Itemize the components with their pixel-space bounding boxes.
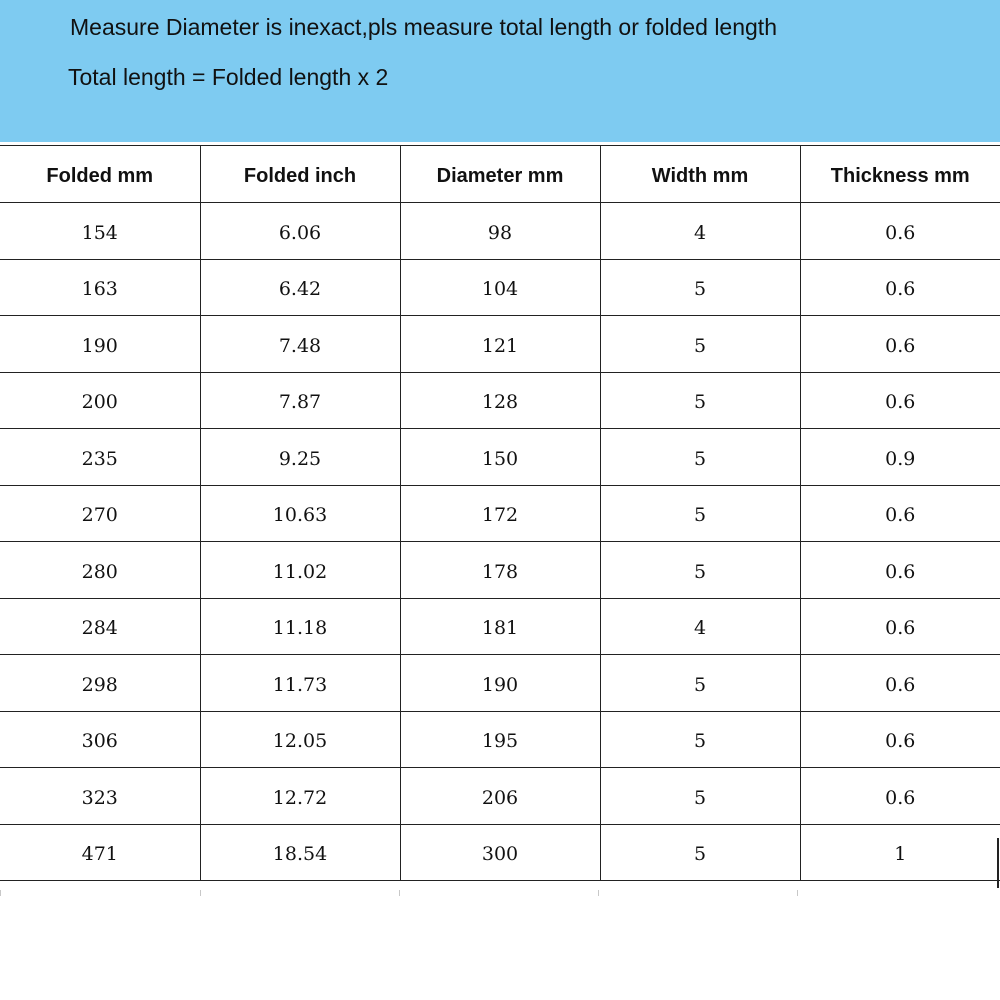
cell-folded-inch: 11.18 [200,598,400,655]
cell-folded-mm: 306 [0,711,200,768]
cell-thickness-mm: 0.6 [800,542,1000,599]
table-row [0,372,1000,429]
cell-folded-inch: 7.48 [200,316,400,373]
table-row [0,542,1000,599]
cell-folded-mm: 323 [0,768,200,825]
table-body [0,203,1000,881]
header-thickness-mm: Thickness mm [800,146,1000,203]
cell-diameter-mm: 128 [400,372,600,429]
cell-diameter-mm: 206 [400,768,600,825]
header-width-mm: Width mm [600,146,800,203]
table-row [0,485,1000,542]
notice-line-measure: Measure Diameter is inexact,pls measure total length or folded length [70,14,777,40]
cell-thickness-mm: 0.6 [800,485,1000,542]
header-diameter-mm: Diameter mm [400,146,600,203]
cell-diameter-mm: 98 [400,203,600,260]
notice-banner [0,0,1000,142]
right-border-edge [997,838,999,888]
cell-diameter-mm: 178 [400,542,600,599]
grid-tick [598,890,599,896]
cell-folded-inch: 11.73 [200,655,400,712]
cell-width-mm: 5 [600,372,800,429]
cell-folded-mm: 154 [0,203,200,260]
table-row [0,655,1000,712]
cell-folded-mm: 471 [0,824,200,881]
cell-folded-inch: 12.05 [200,711,400,768]
cell-diameter-mm: 121 [400,316,600,373]
cell-thickness-mm: 0.6 [800,655,1000,712]
table-row [0,429,1000,486]
cell-thickness-mm: 0.9 [800,429,1000,486]
cell-thickness-mm: 0.6 [800,316,1000,373]
grid-tick [797,890,798,896]
table-row [0,768,1000,825]
cell-width-mm: 5 [600,711,800,768]
cell-width-mm: 5 [600,485,800,542]
cell-diameter-mm: 172 [400,485,600,542]
cell-thickness-mm: 1 [800,824,1000,881]
empty-table-remnant [0,838,1000,898]
cell-diameter-mm: 190 [400,655,600,712]
table-row [0,259,1000,316]
cell-diameter-mm: 181 [400,598,600,655]
cell-folded-inch: 11.02 [200,542,400,599]
cell-thickness-mm: 0.6 [800,372,1000,429]
cell-width-mm: 5 [600,429,800,486]
cell-diameter-mm: 150 [400,429,600,486]
cell-width-mm: 4 [600,598,800,655]
cell-diameter-mm: 195 [400,711,600,768]
table-row [0,316,1000,373]
cell-thickness-mm: 0.6 [800,203,1000,260]
grid-tick [0,890,1,896]
cell-width-mm: 5 [600,768,800,825]
grid-tick [399,890,400,896]
cell-width-mm: 5 [600,316,800,373]
cell-width-mm: 5 [600,824,800,881]
cell-folded-inch: 10.63 [200,485,400,542]
cell-width-mm: 5 [600,259,800,316]
cell-folded-mm: 280 [0,542,200,599]
cell-folded-mm: 200 [0,372,200,429]
cell-thickness-mm: 0.6 [800,259,1000,316]
header-folded-inch: Folded inch [200,146,400,203]
cell-folded-mm: 163 [0,259,200,316]
table-row [0,598,1000,655]
cell-folded-mm: 298 [0,655,200,712]
cell-folded-inch: 12.72 [200,768,400,825]
cell-width-mm: 5 [600,655,800,712]
cell-folded-inch: 6.06 [200,203,400,260]
cell-diameter-mm: 300 [400,824,600,881]
cell-folded-mm: 284 [0,598,200,655]
cell-thickness-mm: 0.6 [800,768,1000,825]
header-folded-mm: Folded mm [0,146,200,203]
header-row [0,146,1000,203]
cell-folded-mm: 270 [0,485,200,542]
cell-diameter-mm: 104 [400,259,600,316]
notice-line-formula: Total length = Folded length x 2 [68,64,389,90]
cell-folded-mm: 190 [0,316,200,373]
cell-thickness-mm: 0.6 [800,598,1000,655]
cell-folded-inch: 6.42 [200,259,400,316]
cell-folded-mm: 235 [0,429,200,486]
cell-width-mm: 4 [600,203,800,260]
grid-tick [200,890,201,896]
cell-thickness-mm: 0.6 [800,711,1000,768]
cell-folded-inch: 18.54 [200,824,400,881]
cell-width-mm: 5 [600,542,800,599]
size-table [0,145,1000,881]
cell-folded-inch: 7.87 [200,372,400,429]
table-row [0,203,1000,260]
table-row [0,711,1000,768]
cell-folded-inch: 9.25 [200,429,400,486]
